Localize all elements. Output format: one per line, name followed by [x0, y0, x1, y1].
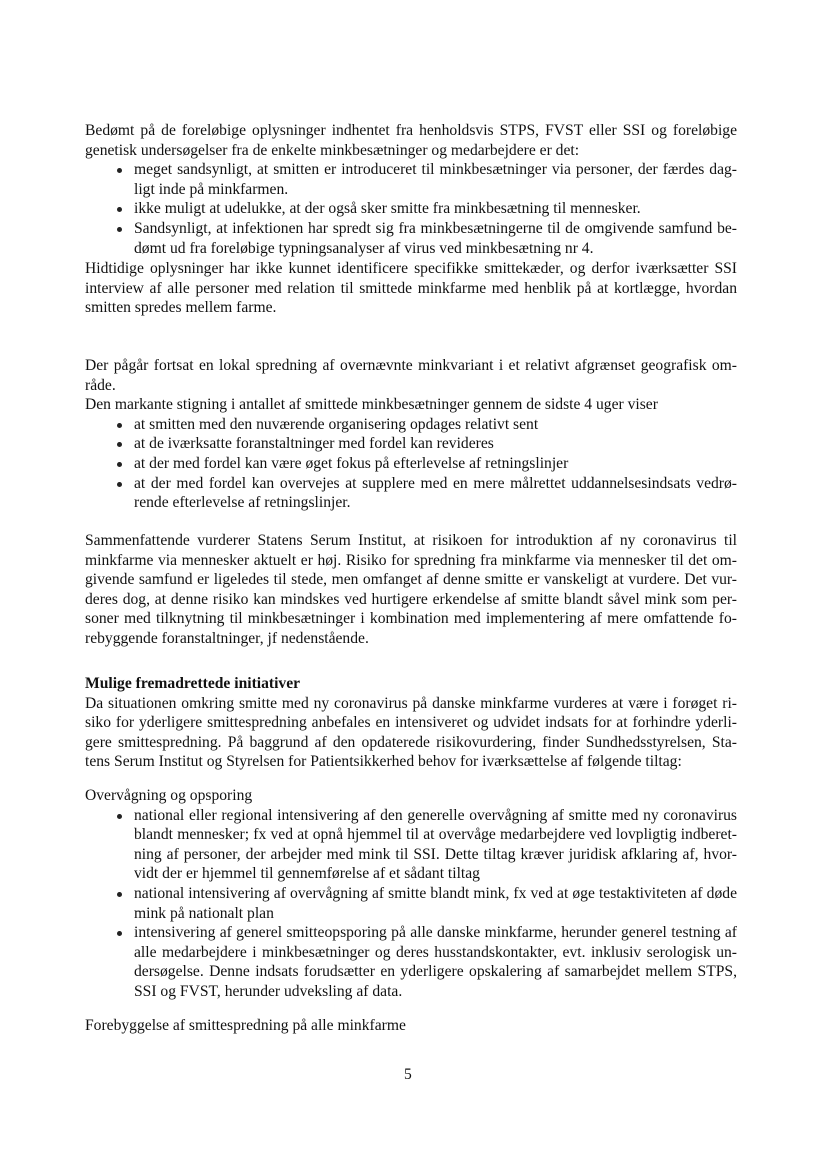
- text-line: interview af alle personer med relation til smittede minkfarme med henblik på at kortlægge, hvordan: [85, 279, 737, 297]
- paragraph-contact-tracing: [85, 259, 737, 318]
- list-item: [85, 474, 737, 513]
- monitoring-section: [85, 786, 737, 1002]
- text-line: vidt der er hjemmel til gennemførelse af et sådant tiltag: [134, 865, 480, 883]
- text-line: soner med tilknytning til minkbesætninger i kombination med implementering af mere omfattende fo-: [85, 610, 737, 628]
- text-line: ning af personer, der arbejder med mink til SSI. Dette tiltag kræver juridisk afklaring af, hvor-: [134, 845, 737, 863]
- list-item: [85, 923, 737, 1001]
- text-line: Bedømt på de foreløbige oplysninger indhentet fra henholdsvis STPS, FVST eller SSI og foreløbige: [85, 122, 737, 139]
- prevention-title: [85, 1016, 737, 1036]
- text-line: Da situationen omkring smitte med ny coronavirus på danske minkfarme vurderes at være i forøget ri-: [85, 694, 737, 712]
- text-line: meget sandsynligt, at smitten er introduceret til minkbesætninger via personer, der færdes dag-: [134, 161, 737, 179]
- text-line: at smitten med den nuværende organisering opdages relativt sent: [134, 415, 539, 433]
- text-line: blandt mennesker; fx ved at opnå hjemmel til at overvåge medarbejdere ved lovpligtig indberet-: [134, 826, 737, 844]
- text-line: SSI og FVST, herunder udveksling af data.: [134, 982, 403, 1000]
- text-line: alle medarbejdere i minkbesætninger og deres husstandskontakter, evt. inklusiv serologisk un-: [134, 943, 737, 961]
- text-line: national intensivering af overvågning af smitte blandt mink, fx ved at øge testaktiviteten af døde: [134, 884, 737, 902]
- text-line: råde.: [85, 376, 116, 394]
- list-item: [85, 160, 737, 199]
- paragraph-assessment: [85, 121, 737, 258]
- bullet-list: [85, 415, 737, 513]
- text-line: dersøgelse. Denne indsats forudsætter en yderligere opskalering af samarbejdet mellem STPS,: [134, 963, 737, 981]
- list-item: [85, 434, 737, 454]
- text-line: Sammenfattende vurderer Statens Serum Institut, at risikoen for introduktion af ny coronavirus til: [85, 532, 737, 549]
- text-line: minkfarme via mennesker aktuelt er høj. Risiko for spredning fra minkfarme via mennesker til det om-: [85, 551, 737, 569]
- text-line: ligt inde på minkfarmen.: [134, 180, 289, 198]
- text-line: deres dog, at denne risiko kan mindskes ved hurtigere erkendelse af smitte blandt såvel mink som per-: [85, 590, 737, 608]
- subsection-title: Forebyggelse af smittespredning på alle minkfarme: [85, 1017, 406, 1034]
- text-line: at der med fordel kan være øget fokus på efterlevelse af retningslinjer: [134, 454, 569, 472]
- text-line: at de iværksatte foranstaltninger med fordel kan revideres: [134, 435, 494, 453]
- text-line: genetisk undersøgelser fra de enkelte minkbesætninger og medarbejdere er det:: [85, 141, 580, 159]
- text-line: smitten spredes mellem farme.: [85, 299, 277, 317]
- text-line: dømt ud fra foreløbige typningsanalyser af virus ved minkbesætning nr 4.: [134, 239, 594, 257]
- text-line: siko for yderligere smittespredning anbefales en intensiveret og udvidet indsats for at forhindre yderli-: [85, 714, 737, 732]
- text-line: tens Serum Institut og Styrelsen for Patientsikkerhed behov for iværksættelse af følgende tiltag:: [85, 753, 682, 771]
- text-line: rebyggende foranstaltninger, jf nedenstående.: [85, 629, 369, 647]
- bullet-list: [85, 806, 737, 1002]
- list-item: [85, 219, 737, 258]
- subsection-title: Overvågning og opsporing: [85, 787, 253, 804]
- text-line: givende samfund er ligeledes til stede, men omfanget af denne smitte er vanskeligt at vurdere. Det vur-: [85, 571, 737, 589]
- text-line: mink på nationalt plan: [134, 904, 274, 922]
- list-item: [85, 199, 737, 219]
- text-line: at der med fordel kan overvejes at supplere med en mere målrettet uddannelsesindsats vedrø-: [134, 474, 737, 492]
- text-line: Sandsynligt, at infektionen har spredt sig fra minkbesætningerne til de omgivende samfund be-: [134, 219, 737, 237]
- paragraph-local-spread: [85, 356, 737, 513]
- paragraph-summary: [85, 531, 737, 649]
- section-initiatives: [85, 674, 737, 772]
- text-line: ikke muligt at udelukke, at der også sker smitte fra minkbesætning til mennesker.: [134, 200, 641, 218]
- bullet-list: [85, 160, 737, 258]
- text-line: gere smittespredning. På baggrund af den opdaterede risikovurdering, finder Sundhedsstyrelsen, Sta-: [85, 733, 737, 751]
- list-item: [85, 884, 737, 923]
- text-line: Hidtidige oplysninger har ikke kunnet identificere specifikke smittekæder, og derfor iværksætter SSI: [85, 260, 737, 277]
- list-item: [85, 806, 737, 884]
- text-line: Der pågår fortsat en lokal spredning af overnævnte minkvariant i et relativt afgrænset geografisk om-: [85, 357, 737, 374]
- page-number: 5: [404, 1066, 412, 1083]
- list-item: [85, 415, 737, 435]
- list-item: [85, 454, 737, 474]
- text-line: rende efterlevelse af retningslinjer.: [134, 494, 351, 512]
- text-line: intensivering af generel smitteopsporing på alle danske minkfarme, herunder generel testning af: [134, 924, 737, 942]
- section-heading: Mulige fremadrettede initiativer: [85, 675, 301, 692]
- text-line: Den markante stigning i antallet af smittede minkbesætninger gennem de sidste 4 uger viser: [85, 396, 658, 414]
- text-line: national eller regional intensivering af den generelle overvågning af smitte med ny coronavirus: [134, 806, 737, 824]
